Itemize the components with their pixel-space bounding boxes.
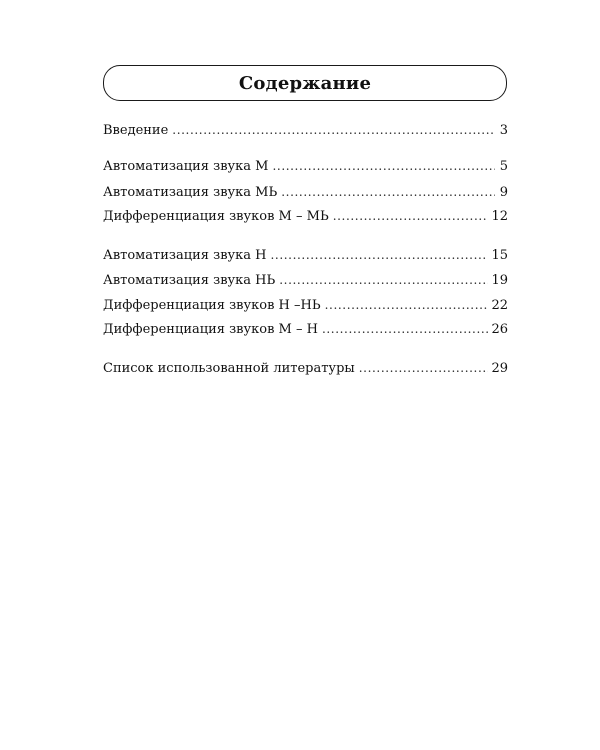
- toc-entry-page: 5: [499, 159, 508, 174]
- toc-leader-dots: [172, 121, 495, 139]
- toc-entry-n-automation[interactable]: [103, 246, 508, 264]
- toc-entry-page: 22: [491, 298, 508, 313]
- toc-leader-dots: [359, 359, 489, 377]
- toc-leader-dots: [271, 246, 489, 264]
- toc-entry-label: Введение: [103, 123, 169, 138]
- toc-leader-dots: [322, 320, 488, 338]
- toc-entry-page: 9: [499, 185, 508, 200]
- toc-leader-dots: [279, 271, 488, 289]
- toc-entry-page: 19: [491, 273, 508, 288]
- toc-entry-label: Дифференциация звуков Н –НЬ: [103, 298, 321, 313]
- toc-entry-page: 3: [499, 123, 508, 138]
- toc-entry-page: 12: [491, 209, 508, 224]
- toc-entry-n-soft-automation[interactable]: [103, 271, 508, 289]
- toc-entry-page: 29: [491, 361, 508, 376]
- toc-entry-bibliography[interactable]: [103, 359, 508, 377]
- toc-entry-page: 15: [491, 248, 508, 263]
- title-box: [103, 65, 507, 101]
- toc-entry-label: Автоматизация звука НЬ: [103, 273, 276, 288]
- toc-leader-dots: [333, 207, 489, 225]
- toc-entry-label: Дифференциация звуков М – Н: [103, 322, 318, 337]
- toc-entry-page: 26: [491, 322, 508, 337]
- toc-entry-m-automation[interactable]: [103, 157, 508, 175]
- toc-entry-m-n-differentiation[interactable]: [103, 320, 508, 338]
- toc-entry-label: Автоматизация звука МЬ: [103, 185, 278, 200]
- toc-leader-dots: [281, 183, 495, 201]
- toc-entry-label: Автоматизация звука М: [103, 159, 269, 174]
- toc-leader-dots: [325, 296, 489, 314]
- toc-entry-label: Список использованной литературы: [103, 361, 355, 376]
- toc-leader-dots: [272, 157, 495, 175]
- page-title: Содержание: [238, 72, 372, 94]
- toc-entry-m-differentiation[interactable]: [103, 207, 508, 225]
- toc-entry-n-differentiation[interactable]: [103, 296, 508, 314]
- toc-entry-label: Автоматизация звука Н: [103, 248, 267, 263]
- toc-entry-label: Дифференциация звуков М – МЬ: [103, 209, 329, 224]
- toc-entry-introduction[interactable]: [103, 121, 508, 139]
- toc-entry-m-soft-automation[interactable]: [103, 183, 508, 201]
